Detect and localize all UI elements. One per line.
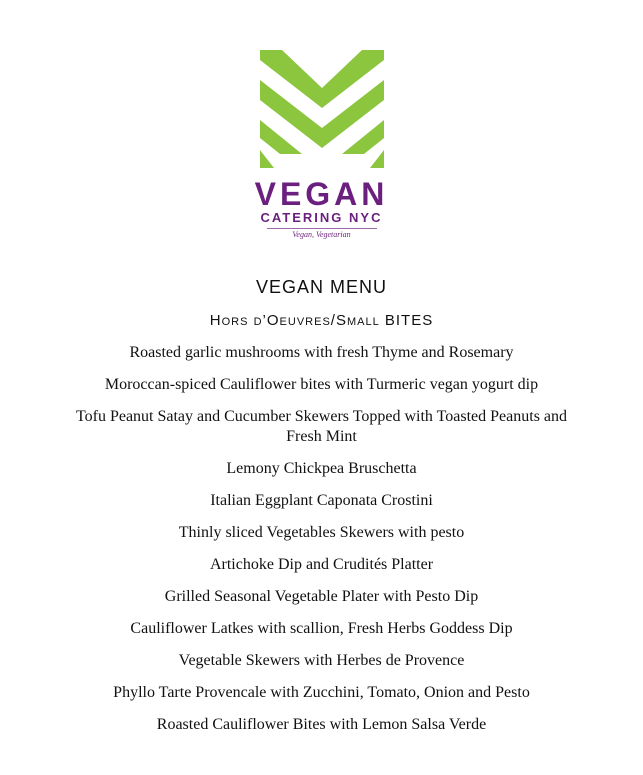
brand-name: VEGAN bbox=[254, 176, 389, 212]
menu-item: Vegetable Skewers with Herbes de Provence bbox=[178, 652, 465, 669]
brand-logo bbox=[0, 50, 643, 241]
menu-item: Artichoke Dip and Crudités Platter bbox=[209, 556, 434, 573]
menu-item: Roasted Cauliflower Bites with Lemon Salsa Verde bbox=[156, 716, 487, 733]
section-title: Hors d’Oeuvres/Small BITES bbox=[209, 312, 434, 329]
menu-item: Grilled Seasonal Vegetable Plater with Pesto Dip bbox=[164, 588, 479, 605]
brand-subtitle: CATERING NYC bbox=[260, 210, 383, 225]
menu-item: Moroccan-spiced Cauliflower bites with Turmeric vegan yogurt dip bbox=[104, 376, 539, 393]
menu-items-list bbox=[60, 343, 583, 747]
menu-item: Italian Eggplant Caponata Crostini bbox=[210, 492, 433, 509]
menu-item: Tofu Peanut Satay and Cucumber Skewers Topped with Toasted Peanuts and Fresh Mint bbox=[75, 408, 568, 445]
menu-title: VEGAN MENU bbox=[255, 277, 388, 297]
menu-item: Cauliflower Latkes with scallion, Fresh Herbs Goddess Dip bbox=[130, 620, 513, 637]
menu-item: Roasted garlic mushrooms with fresh Thyme and Rosemary bbox=[129, 344, 514, 361]
brand-tagline: Vegan, Vegetarian bbox=[292, 230, 351, 239]
menu-item: Thinly sliced Vegetables Skewers with pesto bbox=[178, 524, 465, 541]
menu-item: Phyllo Tarte Provencale with Zucchini, Tomato, Onion and Pesto bbox=[113, 684, 530, 701]
chevron-logo-icon bbox=[260, 50, 384, 170]
menu-item: Lemony Chickpea Bruschetta bbox=[226, 460, 417, 477]
